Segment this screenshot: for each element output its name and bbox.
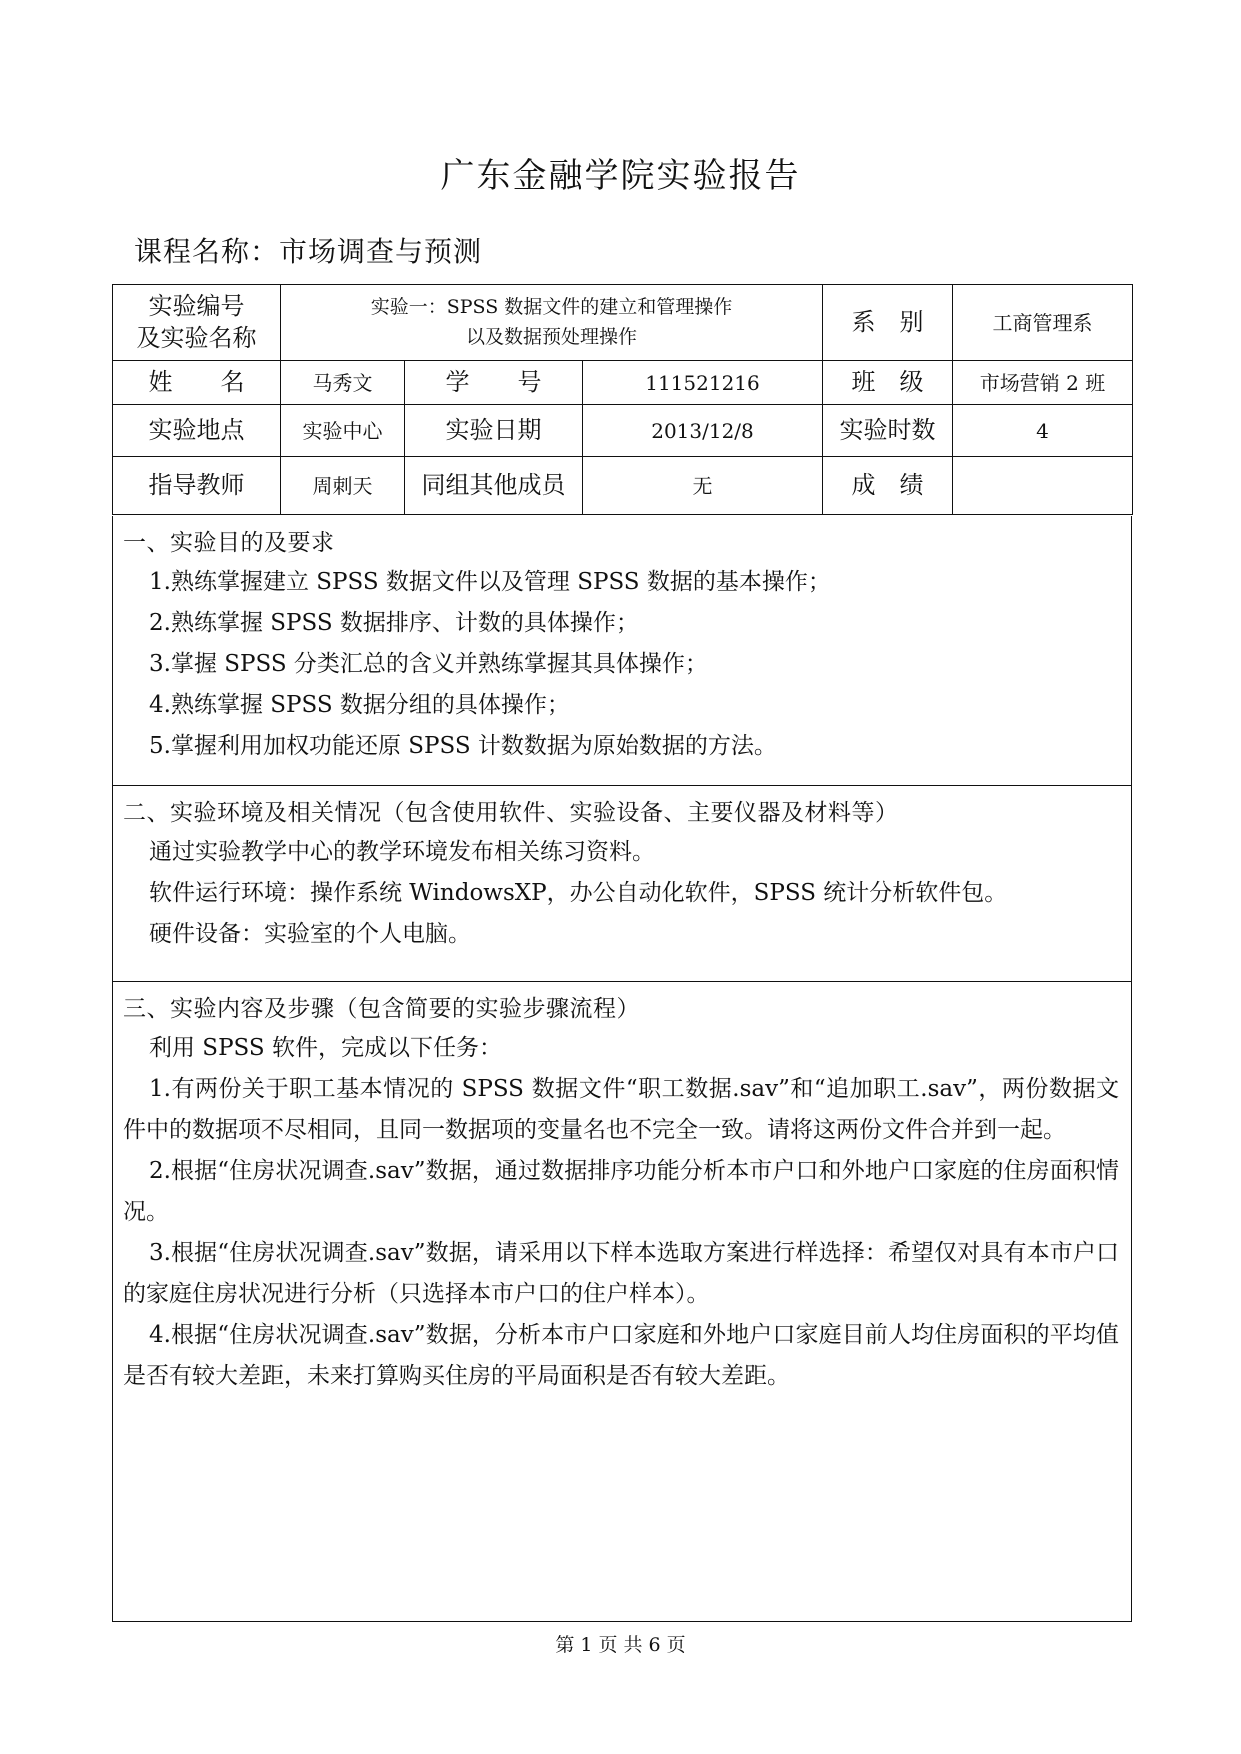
location-value: 实验中心 — [281, 405, 405, 457]
date-label: 实验日期 — [405, 405, 583, 457]
teacher-value: 周刺天 — [281, 457, 405, 515]
paragraph: 利用 SPSS 软件，完成以下任务： — [149, 1035, 502, 1061]
section-title: 三、实验内容及步骤（包含简要的实验步骤流程） — [123, 996, 640, 1022]
name-label: 姓 名 — [113, 361, 281, 405]
info-table — [112, 284, 1133, 515]
section-objectives — [112, 516, 1132, 786]
date-value: 2013/12/8 — [583, 405, 823, 457]
hours-label: 实验时数 — [823, 405, 953, 457]
class-value: 市场营销 2 班 — [953, 361, 1133, 405]
paragraph: 1.有两份关于职工基本情况的 SPSS 数据文件“职工数据.sav”和“追加职工.sav”，两份数据文件中的数据项不尽相同，且同一数据项的变量名也不完全一致。请将这两份文件合并到一起。 — [123, 1076, 1119, 1143]
score-value — [953, 457, 1133, 515]
paragraph: 1.熟练掌握建立 SPSS 数据文件以及管理 SPSS 数据的基本操作； — [149, 569, 831, 595]
student-id-label: 学 号 — [405, 361, 583, 405]
hours-value: 4 — [953, 405, 1133, 457]
exp-name-label: 实验编号 及实验名称 — [113, 285, 281, 361]
paragraph: 2.熟练掌握 SPSS 数据排序、计数的具体操作； — [149, 610, 639, 636]
page-number: 第 1 页 共 6 页 — [555, 1634, 686, 1656]
location-label: 实验地点 — [113, 405, 281, 457]
class-label: 班 级 — [823, 361, 953, 405]
section-content — [112, 982, 1132, 1622]
paragraph: 4.熟练掌握 SPSS 数据分组的具体操作； — [149, 692, 570, 718]
page-title: 广东金融学院实验报告 — [440, 156, 801, 196]
members-label: 同组其他成员 — [405, 457, 583, 515]
paragraph: 通过实验教学中心的教学环境发布相关练习资料。 — [149, 839, 655, 865]
paragraph: 3.根据“住房状况调查.sav”数据，请采用以下样本选取方案进行样选择：希望仅对具有本市户口的家庭住房状况进行分析（只选择本市户口的住户样本）。 — [123, 1240, 1119, 1307]
section-environment — [112, 786, 1132, 982]
section-title: 一、实验目的及要求 — [123, 530, 335, 556]
paragraph: 软件运行环境：操作系统 WindowsXP，办公自动化软件，SPSS 统计分析软件包。 — [149, 880, 1008, 906]
score-label: 成 绩 — [823, 457, 953, 515]
course-name: 课程名称：市场调查与预测 — [134, 235, 483, 268]
teacher-label: 指导教师 — [113, 457, 281, 515]
paragraph: 5.掌握利用加权功能还原 SPSS 计数数据为原始数据的方法。 — [149, 733, 777, 759]
paragraph: 4.根据“住房状况调查.sav”数据，分析本市户口家庭和外地户口家庭目前人均住房面积的平均值是否有较大差距，未来打算购买住房的平局面积是否有较大差距。 — [123, 1322, 1119, 1389]
paragraph: 3.掌握 SPSS 分类汇总的含义并熟练掌握其具体操作； — [149, 651, 708, 677]
paragraph: 硬件设备：实验室的个人电脑。 — [149, 921, 471, 947]
section-title: 二、实验环境及相关情况（包含使用软件、实验设备、主要仪器及材料等） — [123, 800, 899, 826]
exp-name-value: 实验一：SPSS 数据文件的建立和管理操作 以及数据预处理操作 — [281, 285, 823, 361]
dept-label: 系 别 — [823, 285, 953, 361]
dept-value: 工商管理系 — [953, 285, 1133, 361]
name-value: 马秀文 — [281, 361, 405, 405]
members-value: 无 — [583, 457, 823, 515]
paragraph: 2.根据“住房状况调查.sav”数据，通过数据排序功能分析本市户口和外地户口家庭的住房面积情况。 — [123, 1158, 1119, 1225]
student-id-value: 111521216 — [583, 361, 823, 405]
